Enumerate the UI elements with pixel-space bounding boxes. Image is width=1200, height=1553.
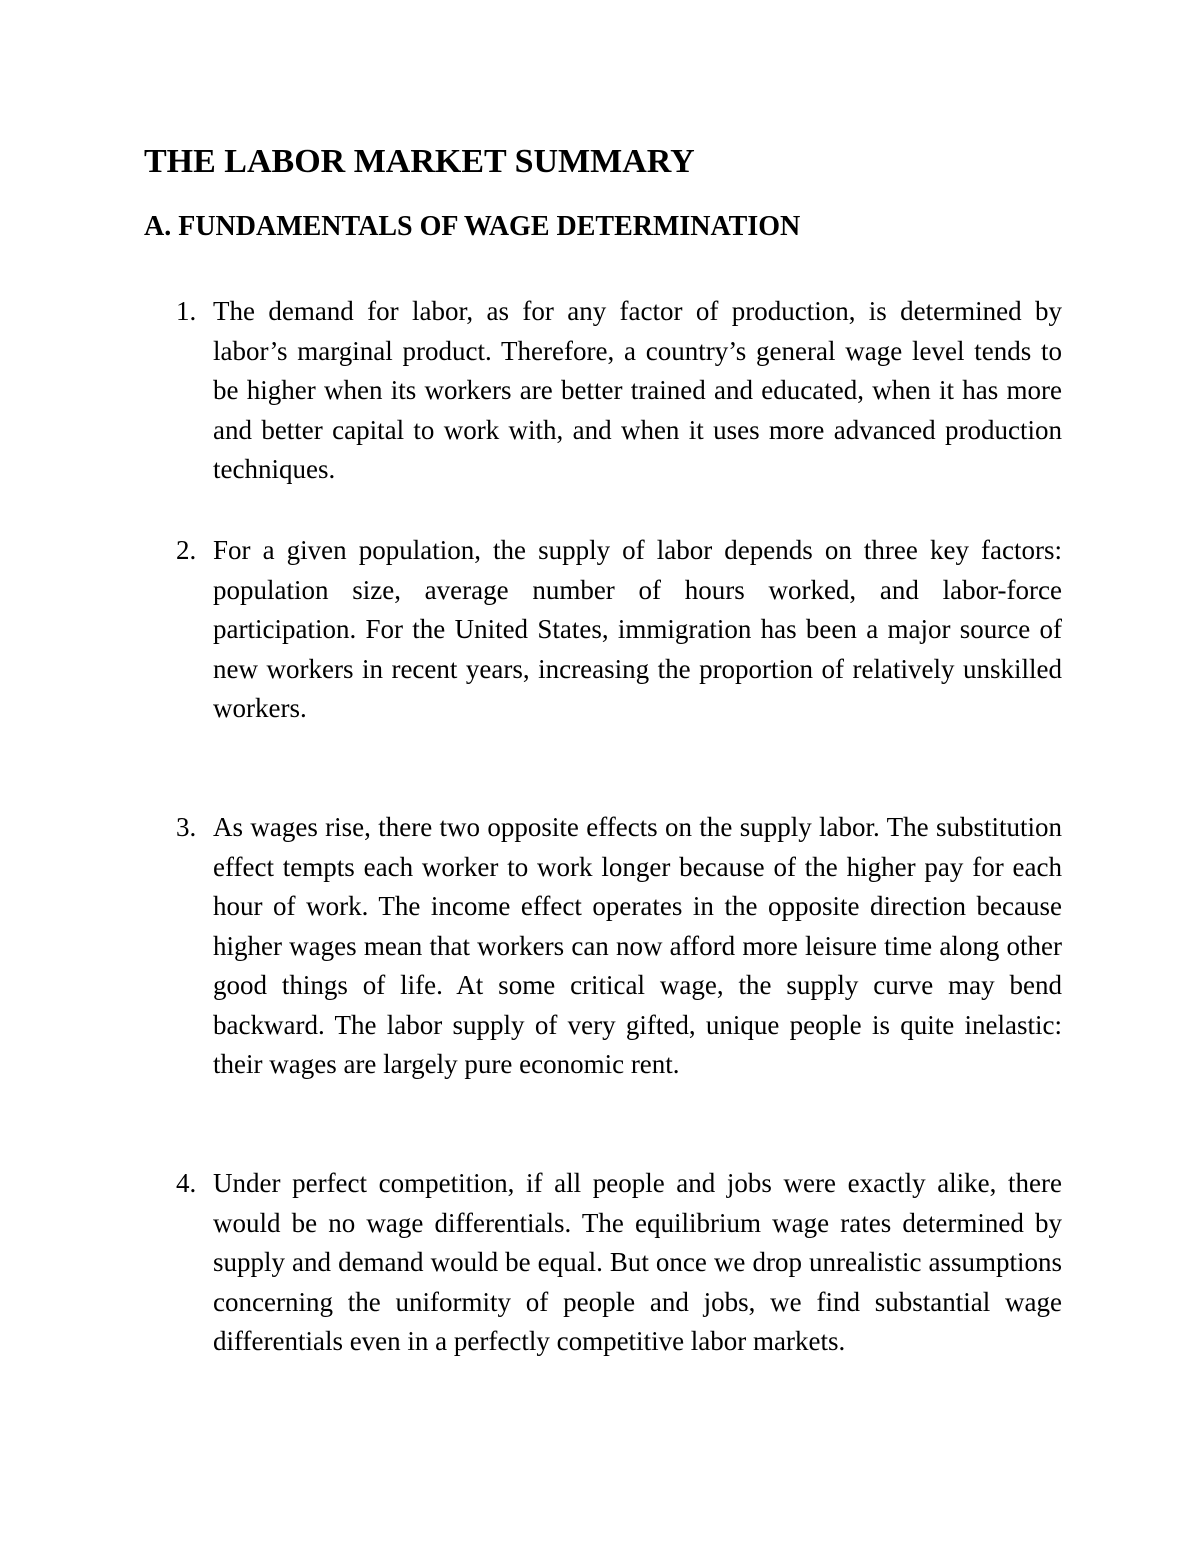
list-item-number: 4. — [176, 1168, 197, 1198]
list-item — [176, 292, 1062, 490]
list-item-number: 1. — [176, 296, 197, 326]
list-item — [176, 808, 1062, 1085]
document-title: THE LABOR MARKET SUMMARY — [144, 143, 695, 180]
list-item — [176, 1164, 1062, 1362]
list-item-text: For a given population, the supply of labor depends on three key factors: population size, average number of hours worked, and labor-force participation. For the United States, immigration has been a major source of new workers in recent years, increasing the proportion of relatively unskilled workers. — [213, 535, 1062, 723]
list-item-text: Under perfect competition, if all people and jobs were exactly alike, there would be no wage differentials. The equilibrium wage rates determined by supply and demand would be equal. But once we drop unrealistic assumptions concerning the uniformity of people and jobs, we find substantial wage differentials even in a perfectly competitive labor markets. — [213, 1168, 1062, 1356]
list-item-text: The demand for labor, as for any factor of production, is determined by labor’s marginal product. Therefore, a country’s general wage level tends to be higher when its workers are better trained and educated, when it has more and better capital to work with, and when it uses more advanced production techniques. — [213, 296, 1062, 484]
list-item-number: 2. — [176, 535, 197, 565]
list-item-text: As wages rise, there two opposite effects on the supply labor. The substitution effect tempts each worker to work longer because of the higher pay for each hour of work. The income effect operates in the opposite direction because higher wages mean that workers can now afford more leisure time along other good things of life. At some critical wage, the supply curve may bend backward. The labor supply of very gifted, unique people is quite inelastic: their wages are largely pure economic rent. — [213, 812, 1062, 1079]
list-item-number: 3. — [176, 812, 197, 842]
section-heading: A. FUNDAMENTALS OF WAGE DETERMINATION — [144, 211, 801, 242]
list-item — [176, 531, 1062, 729]
